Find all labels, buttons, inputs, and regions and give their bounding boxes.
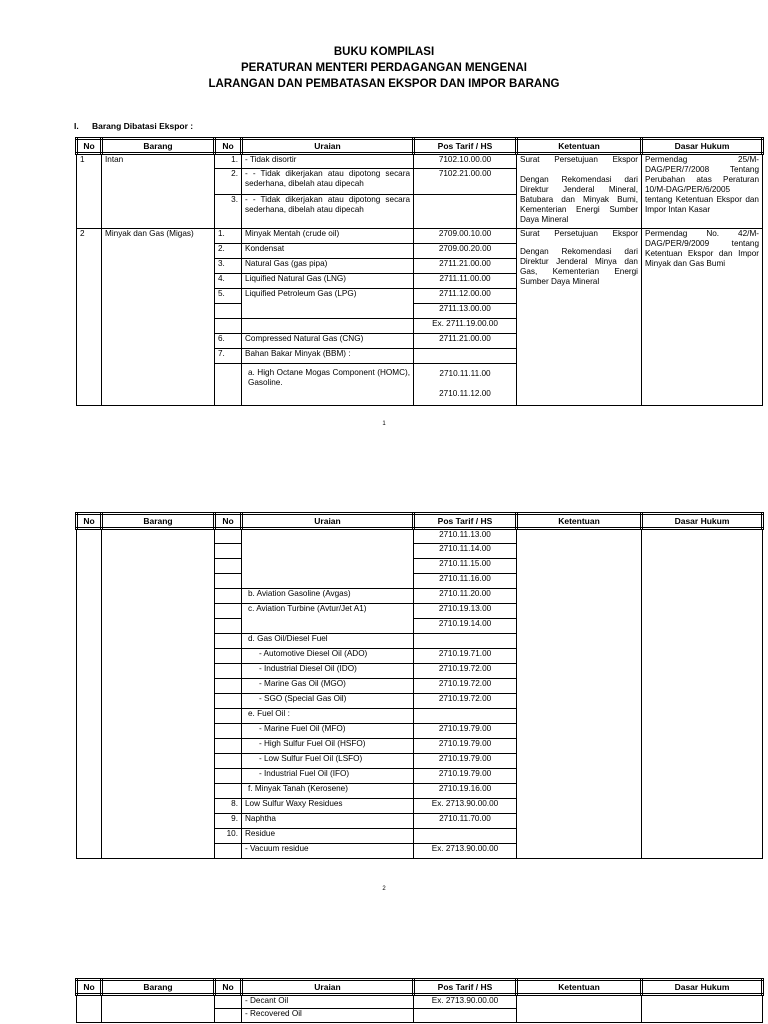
col-pos-tarif: Pos Tarif / HS — [414, 514, 517, 529]
section-number: I. — [74, 121, 79, 131]
cell-uraian: - Low Sulfur Fuel Oil (LSFO) — [242, 754, 414, 769]
cell-item-no — [215, 709, 242, 724]
col-barang: Barang — [102, 139, 215, 154]
ketentuan-line-1: Surat Persetujuan Ekspor — [520, 229, 638, 238]
cell-ketentuan — [517, 995, 642, 1023]
cell-hs: 2710.11.20.00 — [414, 589, 517, 604]
cell-uraian: - Industrial Fuel Oil (IFO) — [242, 769, 414, 784]
page-3-body — [77, 995, 763, 1023]
cell-uraian: Liquified Petroleum Gas (LPG) — [242, 289, 414, 304]
table-row — [77, 529, 763, 544]
cell-uraian: - SGO (Special Gas Oil) — [242, 694, 414, 709]
header-title-2: PERATURAN MENTERI PERDAGANGAN MENGENAI — [240, 62, 528, 74]
cell-hs — [414, 1009, 517, 1023]
section-title: Barang Dibatasi Ekspor : — [92, 121, 194, 131]
regulation-table-page-2 — [75, 512, 764, 859]
header-title-1: BUKU KOMPILASI — [333, 46, 435, 58]
ketentuan-line-2: Dengan Rekomendasi dari Direktur Jenderal Mineral, Batubara dan Minyak Bumi, Kementerian Energi Sumber Daya Mineral — [520, 175, 638, 224]
cell-hs: Ex. 2711.19.00.00 — [414, 319, 517, 334]
cell-item-no — [215, 1009, 242, 1023]
cell-hs — [414, 829, 517, 844]
cell-hs: 2710.11.16.00 — [414, 574, 517, 589]
cell-uraian: d. Gas Oil/Diesel Fuel — [242, 634, 414, 649]
col-uraian: Uraian — [242, 139, 414, 154]
cell-uraian: a. High Octane Mogas Component (HOMC), Gasoline. — [242, 364, 414, 406]
table-header-row — [77, 980, 763, 995]
cell-item-no — [215, 844, 242, 859]
cell-uraian — [242, 529, 414, 544]
cell-uraian — [242, 559, 414, 574]
cell-hs: 2710.11.70.00 — [414, 814, 517, 829]
table-row — [77, 154, 763, 169]
cell-uraian: Low Sulfur Waxy Residues — [242, 799, 414, 814]
cell-uraian: - Industrial Diesel Oil (IDO) — [242, 664, 414, 679]
cell-item-no — [215, 304, 242, 319]
cell-hs: 2710.11.14.00 — [414, 544, 517, 559]
ketentuan-line-1: Surat Persetujuan Ekspor — [520, 155, 638, 164]
cell-hs: 2709.00.20.00 — [414, 244, 517, 259]
cell-barang: Minyak dan Gas (Migas) — [102, 229, 215, 406]
page-number: 1 — [382, 421, 386, 427]
col-uraian: Uraian — [242, 980, 414, 995]
cell-uraian: - - Tidak dikerjakan atau dipotong secara sederhana, dibelah atau dipecah — [242, 169, 414, 195]
col-no-item: No — [215, 139, 242, 154]
cell-hs: 2710.19.72.00 — [414, 694, 517, 709]
cell-barang: Intan — [102, 154, 215, 229]
cell-uraian: b. Aviation Gasoline (Avgas) — [242, 589, 414, 604]
cell-hs: Ex. 2713.90.00.00 — [414, 799, 517, 814]
cell-hs: 7102.21.00.00 — [414, 169, 517, 195]
cell-item-no: 2. — [215, 169, 242, 195]
col-ketentuan: Ketentuan — [517, 514, 642, 529]
cell-item-no — [215, 739, 242, 754]
cell-item-no: 8. — [215, 799, 242, 814]
cell-item-no — [215, 364, 242, 406]
cell-hs: 2710.19.79.00 — [414, 769, 517, 784]
col-dasar-hukum: Dasar Hukum — [642, 139, 763, 154]
cell-uraian: Residue — [242, 829, 414, 844]
cell-item-no — [215, 694, 242, 709]
cell-barang — [102, 529, 215, 859]
cell-item-no — [215, 529, 242, 544]
col-uraian: Uraian — [242, 514, 414, 529]
col-no: No — [77, 980, 102, 995]
cell-dasar-hukum: Permendag 25/M-DAG/PER/7/2008 Tentang Perubahan atas Peraturan 10/M-DAG/PER/6/2005 tentang Ketentuan Ekspor dan Impor Intan Kasar — [642, 154, 763, 229]
col-no-item: No — [215, 514, 242, 529]
cell-uraian: Liquified Natural Gas (LNG) — [242, 274, 414, 289]
cell-uraian: - Tidak disortir — [242, 154, 414, 169]
cell-uraian: - Decant Oil — [242, 995, 414, 1009]
cell-item-no: 1. — [215, 154, 242, 169]
cell-item-no — [215, 784, 242, 799]
cell-barang — [102, 995, 215, 1023]
cell-hs: 2711.21.00.00 — [414, 334, 517, 349]
cell-hs: 2709.00.10.00 — [414, 229, 517, 244]
cell-uraian: - Recovered Oil — [242, 1009, 414, 1023]
cell-hs: 2710.19.72.00 — [414, 664, 517, 679]
cell-hs: 2710.19.79.00 — [414, 739, 517, 754]
cell-item-no: 10. — [215, 829, 242, 844]
table-header-row — [77, 139, 763, 154]
table-row — [77, 229, 763, 244]
col-barang: Barang — [102, 980, 215, 995]
col-pos-tarif: Pos Tarif / HS — [414, 980, 517, 995]
cell-uraian: - Marine Gas Oil (MGO) — [242, 679, 414, 694]
regulation-table-page-3 — [75, 978, 764, 1023]
cell-item-no — [215, 574, 242, 589]
cell-hs: 2710.19.79.00 — [414, 724, 517, 739]
cell-ketentuan — [517, 229, 642, 406]
cell-item-no: 3. — [215, 195, 242, 229]
cell-item-no — [215, 724, 242, 739]
cell-uraian: - Automotive Diesel Oil (ADO) — [242, 649, 414, 664]
cell-uraian — [242, 619, 414, 634]
cell-item-no — [215, 604, 242, 619]
col-no: No — [77, 514, 102, 529]
cell-item-no — [215, 679, 242, 694]
cell-hs — [414, 634, 517, 649]
table-row — [77, 995, 763, 1009]
cell-uraian — [242, 319, 414, 334]
cell-hs: 2710.19.16.00 — [414, 784, 517, 799]
cell-uraian — [242, 304, 414, 319]
cell-hs: 2710.19.79.00 — [414, 754, 517, 769]
cell-uraian — [242, 574, 414, 589]
cell-item-no — [215, 619, 242, 634]
cell-hs: 2710.19.71.00 — [414, 649, 517, 664]
header-title-3: LARANGAN DAN PEMBATASAN EKSPOR DAN IMPOR BARANG — [208, 78, 560, 90]
cell-hs: 2711.11.00.00 — [414, 274, 517, 289]
regulation-table-page-1 — [75, 137, 764, 406]
table-header-row — [77, 514, 763, 529]
cell-hs: 7102.10.00.00 — [414, 154, 517, 169]
cell-item-no — [215, 559, 242, 574]
cell-no — [77, 529, 102, 859]
cell-uraian: Compressed Natural Gas (CNG) — [242, 334, 414, 349]
page-2-body — [77, 529, 763, 859]
cell-hs: 2710.19.72.00 — [414, 679, 517, 694]
cell-hs: 2711.21.00.00 — [414, 259, 517, 274]
cell-item-no — [215, 544, 242, 559]
cell-hs: 2710.11.11.00 — [414, 364, 517, 384]
cell-uraian — [242, 544, 414, 559]
cell-hs: 2710.19.13.00 — [414, 604, 517, 619]
page-number: 2 — [382, 886, 386, 892]
cell-uraian: e. Fuel Oil : — [242, 709, 414, 724]
cell-item-no: 1. — [215, 229, 242, 244]
cell-hs: 2710.19.14.00 — [414, 619, 517, 634]
cell-hs: 2711.12.00.00 — [414, 289, 517, 304]
col-dasar-hukum: Dasar Hukum — [642, 514, 763, 529]
cell-uraian: f. Minyak Tanah (Kerosene) — [242, 784, 414, 799]
cell-item-no: 6. — [215, 334, 242, 349]
col-ketentuan: Ketentuan — [517, 980, 642, 995]
cell-item-no — [215, 769, 242, 784]
cell-item-no — [215, 754, 242, 769]
cell-no — [77, 995, 102, 1023]
cell-item-no — [215, 634, 242, 649]
cell-hs — [414, 195, 517, 229]
cell-dasar-hukum — [642, 995, 763, 1023]
cell-item-no: 4. — [215, 274, 242, 289]
cell-uraian: Bahan Bakar Minyak (BBM) : — [242, 349, 414, 364]
cell-uraian: c. Aviation Turbine (Avtur/Jet A1) — [242, 604, 414, 619]
cell-dasar-hukum — [642, 529, 763, 859]
col-dasar-hukum: Dasar Hukum — [642, 980, 763, 995]
cell-item-no: 2. — [215, 244, 242, 259]
cell-uraian: - High Sulfur Fuel Oil (HSFO) — [242, 739, 414, 754]
cell-item-no: 3. — [215, 259, 242, 274]
cell-item-no — [215, 589, 242, 604]
cell-uraian: Minyak Mentah (crude oil) — [242, 229, 414, 244]
cell-hs: Ex. 2713.90.00.00 — [414, 995, 517, 1009]
section-heading — [74, 121, 193, 131]
cell-item-no — [215, 649, 242, 664]
cell-item-no — [215, 664, 242, 679]
cell-uraian: - - Tidak dikerjakan atau dipotong secara sederhana, dibelah atau dipecah — [242, 195, 414, 229]
cell-item-no: 9. — [215, 814, 242, 829]
cell-uraian: - Marine Fuel Oil (MFO) — [242, 724, 414, 739]
cell-uraian: - Vacuum residue — [242, 844, 414, 859]
document-header — [0, 44, 768, 92]
cell-uraian: Naphtha — [242, 814, 414, 829]
cell-hs: 2710.11.13.00 — [414, 529, 517, 544]
col-no-item: No — [215, 980, 242, 995]
cell-uraian: Kondensat — [242, 244, 414, 259]
cell-no: 1 — [77, 154, 102, 229]
col-ketentuan: Ketentuan — [517, 139, 642, 154]
cell-no: 2 — [77, 229, 102, 406]
cell-item-no — [215, 995, 242, 1009]
col-pos-tarif: Pos Tarif / HS — [414, 139, 517, 154]
cell-item-no — [215, 319, 242, 334]
cell-hs — [414, 709, 517, 724]
cell-hs: Ex. 2713.90.00.00 — [414, 844, 517, 859]
cell-hs: 2710.11.12.00 — [414, 384, 517, 406]
col-barang: Barang — [102, 514, 215, 529]
cell-hs — [414, 349, 517, 364]
cell-item-no: 5. — [215, 289, 242, 304]
cell-item-no: 7. — [215, 349, 242, 364]
cell-ketentuan — [517, 154, 642, 229]
cell-ketentuan — [517, 529, 642, 859]
cell-uraian: Natural Gas (gas pipa) — [242, 259, 414, 274]
ketentuan-line-2: Dengan Rekomendasi dari Direktur Jenderal Minya dan Gas, Kementerian Energi Sumber Daya Mineral — [520, 247, 638, 286]
cell-hs: 2710.11.15.00 — [414, 559, 517, 574]
cell-hs: 2711.13.00.00 — [414, 304, 517, 319]
col-no: No — [77, 139, 102, 154]
cell-dasar-hukum: Permendag No. 42/M-DAG/PER/9/2009 tentang Ketentuan Ekspor dan Impor Minyak dan Gas Bumi — [642, 229, 763, 406]
